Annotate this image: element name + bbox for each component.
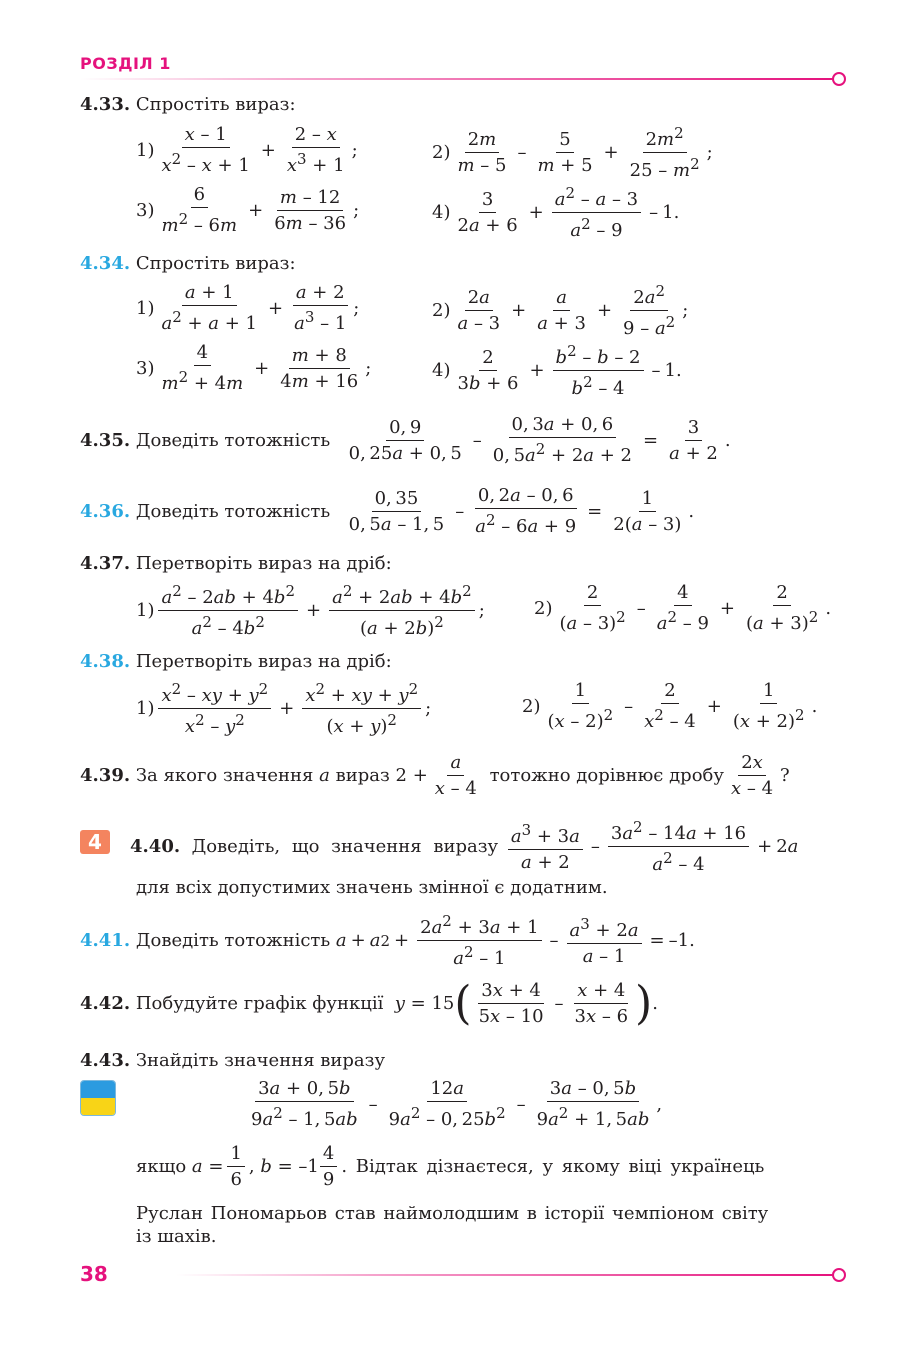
problem-4-37-item-1: 1) $\frac{a^2 - 2ab + 4b^2}{a^2 - 4b^2}$ + $\frac{a^2 + 2ab + 4b^2}{(a + 2b)^2}$ ; bbox=[136, 582, 485, 639]
problem-4-43-expression: $\frac{3a + 0, 5b}{9a^2 - 1, 5ab}$ – $\frac{12a}{9a^2 - 0, 25b^2}$ – $\frac{3a - 0, 5b}{9a^2 + 1, 5ab}$ , bbox=[251, 1078, 663, 1130]
problem-4-38-heading: 4.38. Перетворіть вираз на дріб: bbox=[80, 651, 392, 672]
problem-4-34-item-4: 4) $\frac{2}{3b + 6}$ + $\frac{b^2 - b - 2}{b^2 - 4}$ – 1. bbox=[432, 342, 682, 399]
problem-4-37-item-2: 2) $\frac{2}{(a - 3)^2}$ – $\frac{4}{a^2 - 9}$ + $\frac{2}{(a + 3)^2}$ . bbox=[534, 582, 832, 634]
problem-4-36: 4.36. Доведіть тотожність $\frac{0, 35}{0, 5a - 1, 5}$ – $\frac{0, 2a - 0, 6}{a^2 - 6a + 9}$ = $\frac{1}{2(a - 3)}$ . bbox=[80, 485, 695, 537]
problem-4-37-heading: 4.37. Перетворіть вираз на дріб: bbox=[80, 553, 392, 574]
problem-4-33-item-1: 1) $\frac{x - 1}{x^2 - x + 1}$ + $\frac{2 - x}{x^3 + 1}$ ; bbox=[136, 124, 358, 176]
problem-4-42: 4.42. Побудуйте графік функції y = 15 ( $\frac{3x + 4}{5x - 10}$ – $\frac{x + 4}{3x - 6}$ ) . bbox=[80, 976, 658, 1030]
footer-rule bbox=[176, 1274, 834, 1276]
header-rule-end-icon bbox=[832, 72, 846, 86]
problem-4-34-item-3: 3) $\frac{4}{m^2 + 4m}$ + $\frac{m + 8}{4m + 16}$ ; bbox=[136, 342, 372, 394]
problem-4-43-condition: якщо a = $\frac{1}{6}$ , b = –1 $\frac{4}{9}$ . Відтак дізнаєтеся, у якому віці українець bbox=[136, 1143, 765, 1190]
difficulty-badge: 4 bbox=[80, 830, 110, 854]
problem-4-38-item-2: 2) $\frac{1}{(x - 2)^2}$ – $\frac{2}{x^2 - 4}$ + $\frac{1}{(x + 2)^2}$ . bbox=[522, 680, 818, 732]
problem-4-34-item-2: 2) $\frac{2a}{a - 3}$ + $\frac{a}{a + 3}$ + $\frac{2a^2}{9 - a^2}$ ; bbox=[432, 282, 689, 339]
problem-4-43-line-3: із шахів. bbox=[136, 1226, 217, 1247]
section-label: РОЗДІЛ 1 bbox=[80, 54, 171, 73]
page-number: 38 bbox=[80, 1262, 108, 1286]
flag-icon bbox=[80, 1080, 116, 1116]
header-rule bbox=[80, 78, 834, 80]
problem-4-40-line-2: для всіх допустимих значень змінної є додатним. bbox=[136, 877, 608, 898]
problem-4-34-item-1: 1) $\frac{a + 1}{a^2 + a + 1}$ + $\frac{a + 2}{a^3 - 1}$ ; bbox=[136, 282, 360, 334]
problem-4-38-item-1: 1) $\frac{x^2 - xy + y^2}{x^2 - y^2}$ + $\frac{x^2 + xy + y^2}{(x + y)^2}$ ; bbox=[136, 680, 432, 737]
footer-rule-end-icon bbox=[832, 1268, 846, 1282]
problem-4-39: 4.39. За якого значення a вираз 2 + $\frac{a}{x - 4}$ тотожно дорівнює дробу $\frac{2x}{x - 4}$ ? bbox=[80, 752, 790, 799]
problem-4-33-item-3: 3) $\frac{6}{m^2 - 6m}$ + $\frac{m - 12}{6m - 36}$ ; bbox=[136, 184, 360, 236]
problem-4-33-item-4: 4) $\frac{3}{2a + 6}$ + $\frac{a^2 - a - 3}{a^2 - 9}$ – 1. bbox=[432, 184, 680, 241]
problem-4-33-heading: 4.33. Спростіть вираз: bbox=[80, 94, 296, 115]
problem-4-35: 4.35. Доведіть тотожність $\frac{0, 9}{0, 25a + 0, 5}$ – $\frac{0, 3a + 0, 6}{0, 5a^2 + 2a + 2}$ = $\frac{3}{a + 2}$ . bbox=[80, 414, 731, 466]
problem-4-40: 4.40. Доведіть, що значення виразу $\frac{a^3 + 3a}{a + 2}$ – $\frac{3a^2 - 14a + 16}{a^2 - 4}$ + 2 a bbox=[130, 818, 799, 875]
problem-4-33-item-2: 2) $\frac{2m}{m - 5}$ – $\frac{5}{m + 5}$ + $\frac{2m^2}{25 - m^2}$ ; bbox=[432, 124, 713, 181]
problem-4-43-heading: 4.43. Знайдіть значення виразу bbox=[80, 1050, 386, 1071]
problem-4-41: 4.41. Доведіть тотожність a + a 2 + $\frac{2a^2 + 3a + 1}{a^2 - 1}$ – $\frac{a^3 + 2a}{a - 1}$ = –1. bbox=[80, 912, 695, 969]
problem-4-34-heading: 4.34. Спростіть вираз: bbox=[80, 253, 296, 274]
problem-4-43-line-2: Руслан Пономарьов став наймолодшим в історії чемпіоном світу bbox=[136, 1203, 769, 1224]
